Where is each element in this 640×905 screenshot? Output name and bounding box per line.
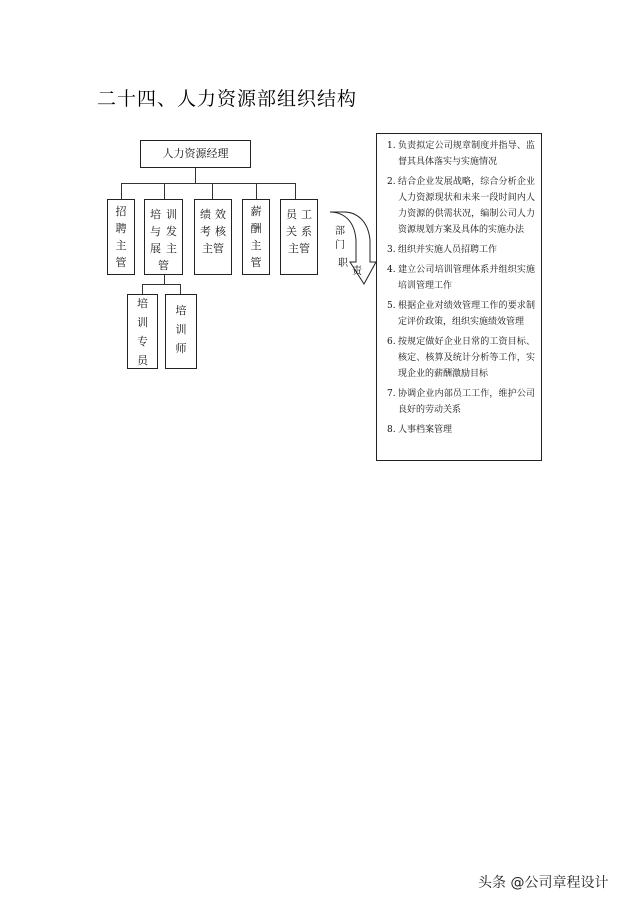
duty-text: 协调企业内部员工工作，维护公司良好的劳动关系 — [398, 389, 535, 415]
duty-item — [387, 262, 535, 294]
connector — [180, 284, 181, 294]
dept-label-char: 发 — [166, 225, 177, 238]
dept-label-char: 展 — [150, 242, 161, 255]
dept-label-char: 主 — [166, 242, 177, 255]
sub-unit-label-char: 训 — [175, 323, 187, 336]
dept-label-char: 训 — [166, 208, 177, 221]
dept-box-recruitment — [107, 199, 135, 275]
duty-text: 按规定做好企业日常的工资目标、核定、核算及统计分析等工作，实现企业的薪酬激励目标 — [398, 337, 535, 379]
sub-unit-label-char: 师 — [175, 342, 187, 355]
duty-text: 组织并实施人员招聘工作 — [398, 245, 498, 255]
duty-item — [387, 174, 535, 238]
dept-label-char: 主 — [115, 239, 127, 252]
sub-unit-label-char: 专 — [137, 334, 148, 348]
watermark: 头条 @公司章程设计 — [478, 875, 609, 891]
dept-label-char: 招 — [115, 205, 127, 218]
arrow-label-2: 门 — [335, 240, 345, 251]
duty-number: 1. — [387, 141, 396, 151]
duty-number: 5. — [387, 301, 396, 311]
connector — [195, 168, 196, 183]
sub-unit-label-char: 员 — [137, 353, 148, 367]
duty-text: 建立公司培训管理体系并组织实施培训管理工作 — [398, 265, 535, 291]
page-title: 二十四、人力资源部组织结构 — [97, 88, 358, 110]
dept-label-char: 工 — [301, 208, 312, 221]
dept-label-char: 主管 — [288, 242, 310, 255]
duty-number: 6. — [387, 337, 396, 347]
duty-text: 负责拟定公司规章制度并指导、监督其具体落实与实施情况 — [398, 141, 535, 167]
connector — [256, 183, 257, 199]
dept-label-char: 管 — [158, 259, 169, 272]
dept-label-char: 核 — [215, 225, 226, 238]
dept-label-char: 主管 — [202, 242, 224, 255]
connector — [121, 183, 295, 184]
duty-item — [387, 298, 535, 330]
dept-box-compensation — [242, 199, 270, 275]
dept-label-char: 培 — [150, 208, 161, 221]
dept-label-char: 效 — [215, 208, 226, 221]
curved-arrow-icon — [326, 210, 378, 290]
duty-item — [387, 422, 535, 438]
dept-label-char: 酬 — [250, 222, 262, 235]
duty-item — [387, 242, 535, 258]
connector — [142, 284, 181, 285]
sub-box-training-specialist — [127, 294, 158, 369]
connector — [164, 183, 165, 199]
arrow-label-3: 职 — [338, 258, 348, 269]
manager-label: 人力资源经理 — [162, 147, 229, 160]
sub-box-trainer — [165, 294, 197, 369]
sub-unit-label-char: 训 — [137, 315, 148, 329]
duty-item — [387, 334, 535, 382]
dept-label-char: 薪 — [250, 205, 262, 218]
sub-unit-label-char: 培 — [137, 296, 148, 310]
dept-box-performance — [194, 199, 232, 275]
duty-item — [387, 386, 535, 418]
duty-text: 根据企业对绩效管理工作的要求制定评价政策，组织实施绩效管理 — [398, 301, 535, 327]
duty-number: 2. — [387, 177, 396, 187]
duty-text: 结合企业发展战略，综合分析企业人力资源现状和未来一段时间内人力资源的供需状况，编制公司人力资源规划方案及具体的实施办法 — [398, 177, 535, 235]
dept-label-char: 管 — [115, 256, 127, 269]
arrow-label-1: 部 — [335, 226, 345, 237]
sub-unit-label-char: 培 — [175, 304, 187, 317]
dept-label-char: 与 — [150, 225, 161, 238]
dept-label-char: 关 — [286, 225, 297, 238]
connector — [295, 183, 296, 199]
connector — [164, 275, 165, 284]
dept-label-char: 聘 — [115, 222, 127, 235]
dept-label-char: 员 — [286, 208, 297, 221]
connector — [212, 183, 213, 199]
manager-box — [140, 140, 251, 168]
dept-label-char: 主 — [250, 239, 262, 252]
duty-number: 4. — [387, 265, 396, 275]
duty-item — [387, 138, 535, 170]
duty-number: 7. — [387, 389, 396, 399]
duty-number: 3. — [387, 245, 396, 255]
duty-text: 人事档案管理 — [398, 425, 453, 435]
dept-label-char: 系 — [301, 225, 312, 238]
dept-box-training — [144, 199, 183, 275]
duty-number: 8. — [387, 425, 396, 435]
dept-label-char: 管 — [250, 256, 262, 269]
duties-box — [376, 133, 542, 461]
dept-box-employee-relations — [280, 199, 318, 275]
connector — [142, 284, 143, 294]
dept-label-char: 绩 — [200, 208, 211, 221]
arrow-label-4: 责 — [352, 266, 362, 277]
dept-label-char: 考 — [200, 225, 211, 238]
connector — [121, 183, 122, 199]
